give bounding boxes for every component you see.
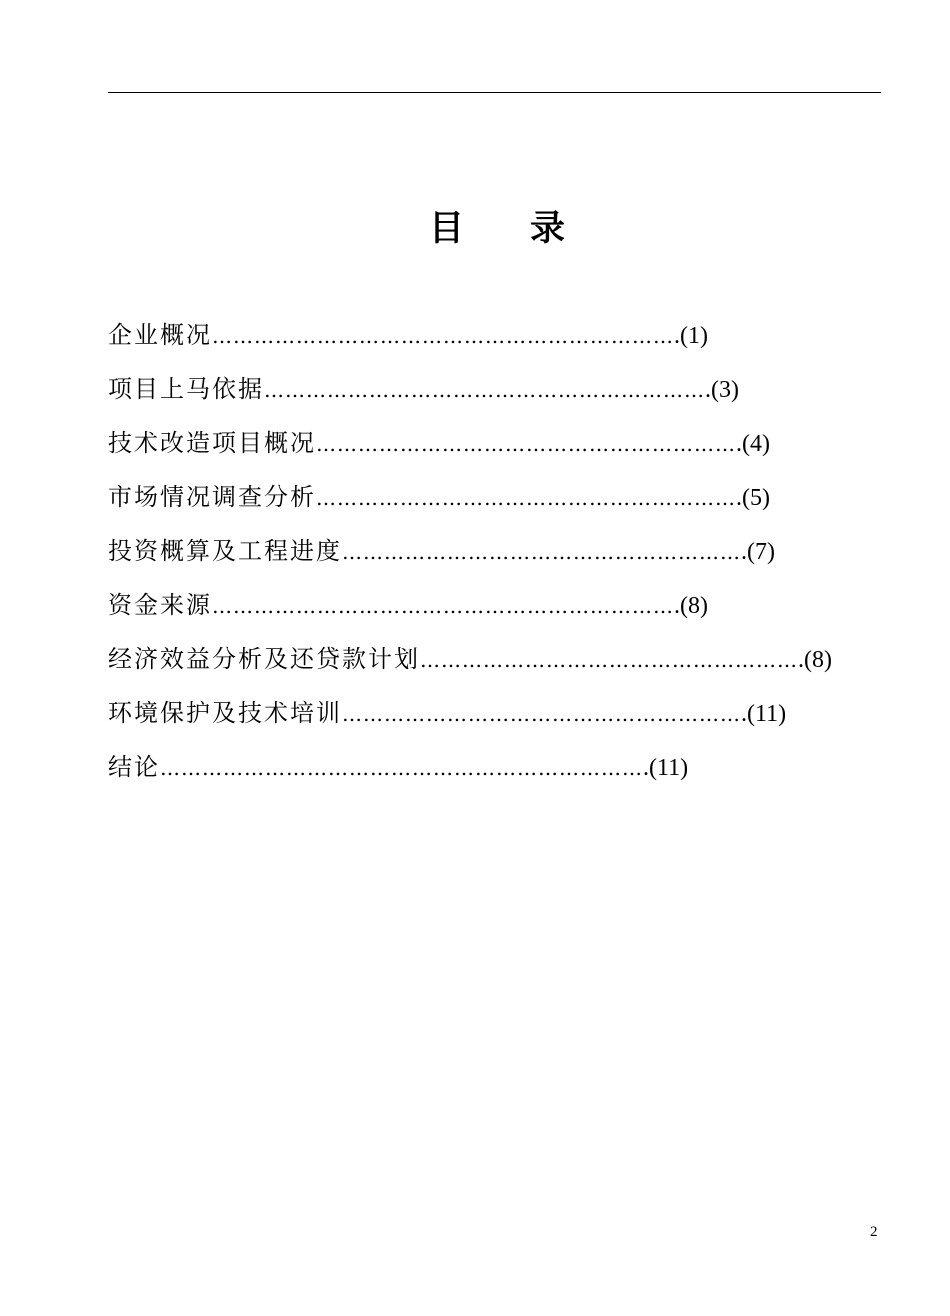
title-char-2: 录: [530, 209, 567, 249]
toc-entry-leader: …………………………………………………………: [212, 594, 674, 618]
table-of-contents: [108, 308, 832, 794]
toc-entry-label: 市场情况调查分析: [108, 483, 316, 511]
toc-entry[interactable]: [108, 416, 828, 470]
toc-entry-page: .(11): [741, 701, 787, 727]
page-number: 2: [870, 1224, 878, 1240]
toc-entry-leader: …………………………………………………: [342, 540, 741, 564]
toc-entry-leader: …………………………………………………: [342, 702, 741, 726]
toc-entry-leader: ……………………………………………………: [316, 432, 736, 456]
header-rule: [108, 92, 881, 93]
toc-entry-page: .(3): [705, 377, 739, 403]
toc-entry[interactable]: [108, 470, 828, 524]
toc-entry-page: .(4): [736, 431, 770, 457]
toc-entry-page: .(8): [798, 647, 832, 673]
toc-entry-leader: ………………………………………………………: [264, 378, 705, 402]
toc-entry-page: .(1): [674, 323, 708, 349]
toc-entry-page: .(5): [736, 485, 770, 511]
toc-entry-leader: ……………………………………………………: [316, 486, 736, 510]
page-title: [0, 205, 950, 253]
toc-entry-label: 企业概况: [108, 321, 212, 349]
title-char-1: 目: [428, 209, 465, 249]
toc-entry-label: 经济效益分析及还贷款计划: [108, 645, 420, 673]
toc-entry-label: 资金来源: [108, 591, 212, 619]
toc-entry-label: 投资概算及工程进度: [108, 537, 342, 565]
toc-entry[interactable]: [108, 740, 828, 794]
toc-entry-label: 技术改造项目概况: [108, 429, 316, 457]
toc-entry[interactable]: [108, 686, 828, 740]
toc-entry[interactable]: [108, 524, 828, 578]
toc-entry[interactable]: [108, 362, 828, 416]
toc-entry-label: 环境保护及技术培训: [108, 699, 342, 727]
toc-entry[interactable]: [108, 308, 828, 362]
toc-entry[interactable]: [108, 578, 828, 632]
toc-entry-page: .(11): [643, 755, 689, 781]
toc-entry-label: 项目上马依据: [108, 375, 264, 403]
toc-entry-leader: …………………………………………………………: [212, 324, 674, 348]
toc-entry-leader: ……………………………………………………………: [160, 756, 643, 780]
toc-entry-page: .(8): [674, 593, 708, 619]
toc-entry[interactable]: [108, 632, 832, 686]
toc-entry-page: .(7): [741, 539, 775, 565]
toc-entry-label: 结论: [108, 753, 160, 781]
toc-entry-leader: ………………………………………………: [420, 648, 798, 672]
